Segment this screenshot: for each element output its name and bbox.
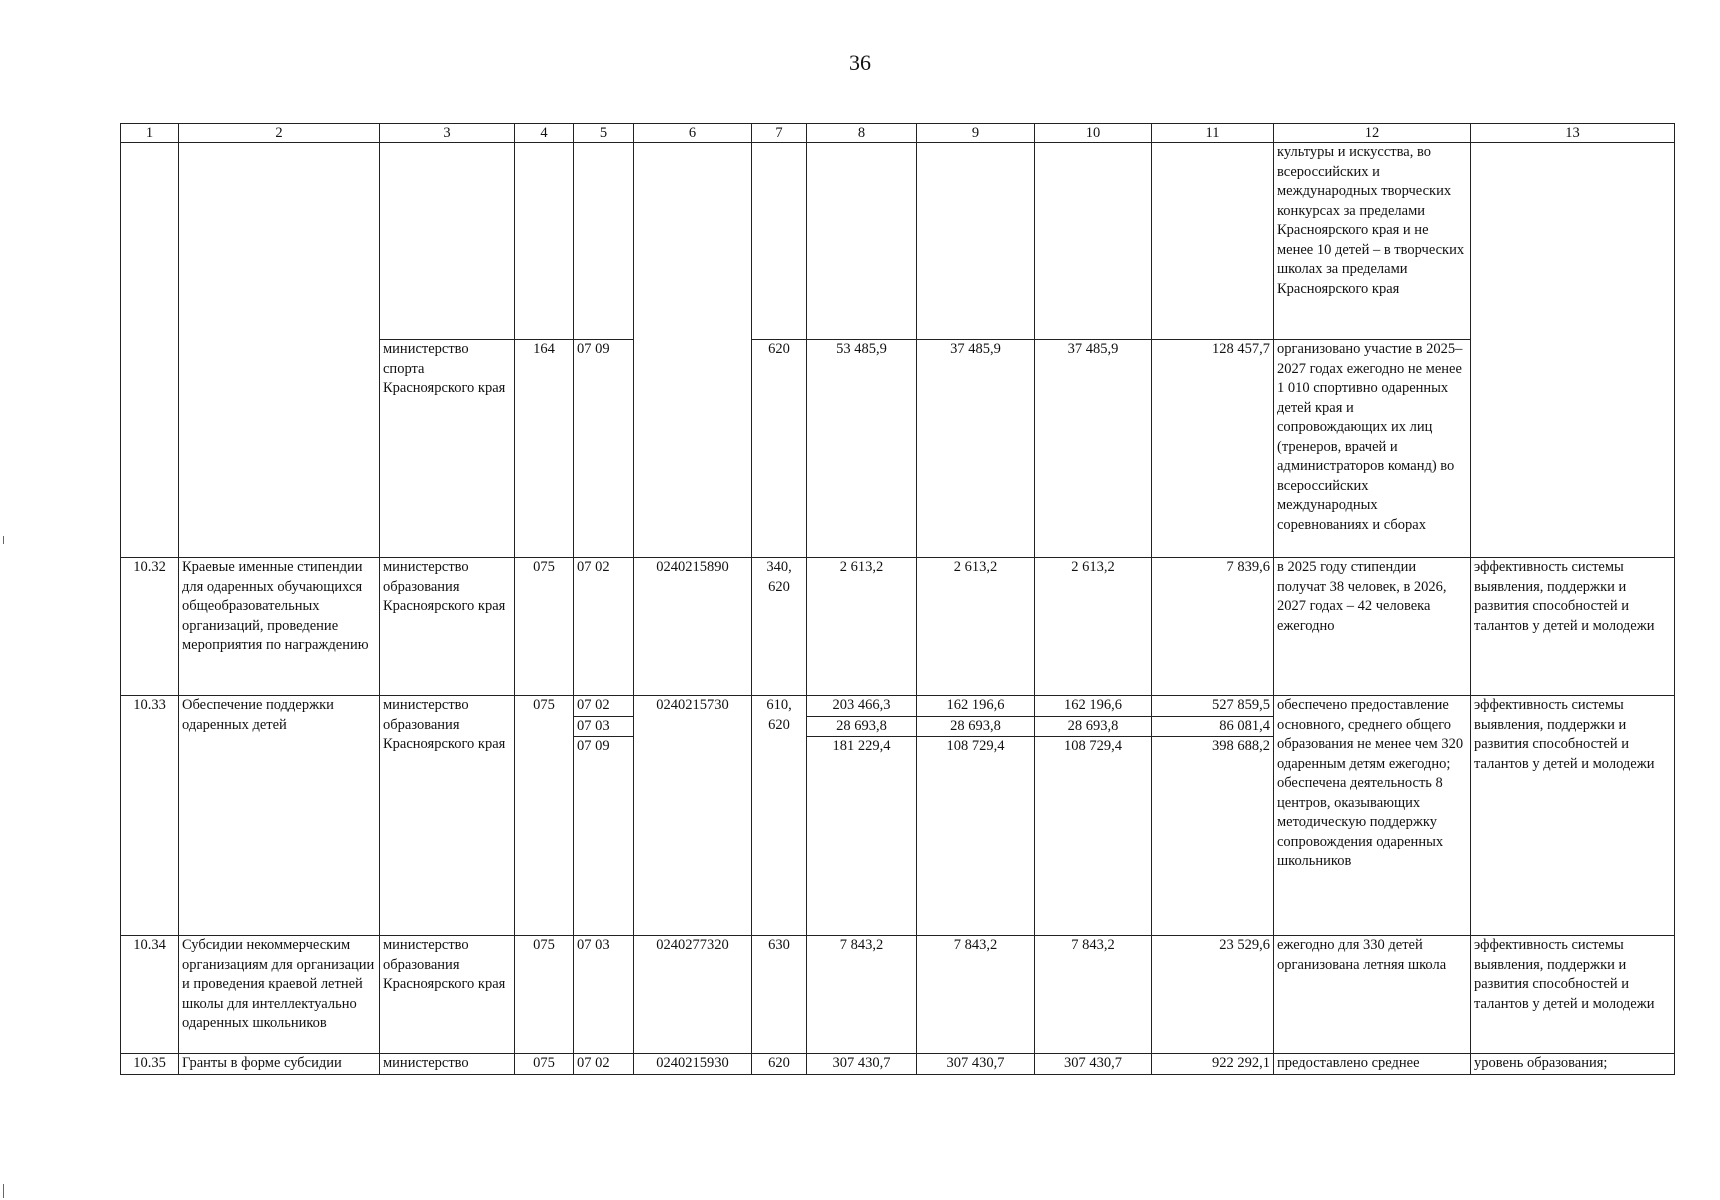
cell-2027: 37 485,9 [1035,340,1152,558]
value-line: 28 693,8 [917,717,1034,738]
value-line: 28 693,8 [1035,717,1151,738]
value-line: 28 693,8 [807,717,916,738]
cell-impact: эффективность системы выявления, поддержки и развития способностей и талантов у детей и молодежи [1471,696,1675,936]
col-header: 4 [515,124,574,143]
value-line: 162 196,6 [1035,696,1151,717]
rzpr-line: 07 09 [577,738,610,754]
value-line: 527 859,5 [1152,696,1273,717]
cell-code: 075 [515,936,574,1054]
cell-code: 075 [515,1054,574,1075]
cell-name: Субсидии некоммерческим организациям для организации и проведения краевой летней школы для интеллектуально одаренных школьников [179,936,380,1054]
cell-2026: 307 430,7 [917,1054,1035,1075]
cell-result: в 2025 году стипендии получат 38 человек, в 2026, 2027 годах – 42 человека ежегодно [1274,558,1471,696]
cell-csr: 0240215730 [634,696,752,936]
col-header: 9 [917,124,1035,143]
value-line: 181 229,4 [832,738,891,754]
cell-code: 164 [515,340,574,558]
cell-2027 [1035,143,1152,340]
rzpr-line: 07 03 [574,717,633,738]
cell-2026 [917,696,1035,936]
col-header: 5 [574,124,634,143]
cell-rzpr: 07 02 [574,558,634,696]
cell-csr: 0240215890 [634,558,752,696]
col-header: 3 [380,124,515,143]
cell-total: 23 529,6 [1152,936,1274,1054]
cell-num [121,143,179,558]
cell-csr: 0240277320 [634,936,752,1054]
table-row [121,558,1675,696]
cell-result: предоставлено среднее [1274,1054,1471,1075]
cell-total [1152,696,1274,936]
cell-grbs: министерство образования Красноярского края [380,696,515,936]
cell-name: Обеспечение поддержки одаренных детей [179,696,380,936]
rzpr-line: 07 02 [574,696,633,717]
cell-rzpr: 07 02 [574,1054,634,1075]
cell-csr [634,143,752,558]
cell-rzpr [574,143,634,340]
cell-2026: 2 613,2 [917,558,1035,696]
cell-2025: 53 485,9 [807,340,917,558]
value-line: 108 729,4 [946,738,1005,754]
cell-code: 075 [515,558,574,696]
cell-impact: уровень образования; [1471,1054,1675,1075]
cell-impact: эффективность системы выявления, поддержки и развития способностей и талантов у детей и молодежи [1471,936,1675,1054]
cell-num: 10.35 [121,1054,179,1075]
cell-vr: 630 [752,936,807,1054]
cell-2027: 2 613,2 [1035,558,1152,696]
cell-result: обеспечено предоставление основного, среднего общего образования не менее чем 320 одаренным детям ежегодно; обеспечена деятельность 8 центров, оказывающих методическую поддержку сопровождения одаренных школьников [1274,696,1471,936]
cell-name: Гранты в форме субсидии [179,1054,380,1075]
left-margin-tick [3,536,4,544]
cell-code [515,143,574,340]
table-row-continuation [121,143,1675,340]
cell-impact [1471,143,1675,558]
cell-rzpr: 07 09 [574,340,634,558]
cell-grbs [380,143,515,340]
cell-name [179,143,380,558]
cell-vr: 620 [752,1054,807,1075]
col-header: 12 [1274,124,1471,143]
cell-result: ежегодно для 330 детей организована летняя школа [1274,936,1471,1054]
cell-grbs: министерство образования Красноярского края [380,558,515,696]
table-row [121,936,1675,1054]
page-number: 36 [849,50,871,75]
col-header: 2 [179,124,380,143]
value-line: 398 688,2 [1212,738,1270,754]
cell-grbs: министерство образования Красноярского края [380,936,515,1054]
col-header: 10 [1035,124,1152,143]
cell-2027 [1035,696,1152,936]
value-line: 108 729,4 [1064,738,1122,754]
value-line: 203 466,3 [807,696,916,717]
value-line: 86 081,4 [1152,717,1273,738]
cell-impact: эффективность системы выявления, поддержки и развития способностей и талантов у детей и молодежи [1471,558,1675,696]
cell-grbs: министерство спорта Красноярского края [380,340,515,558]
cell-result: культуры и искусства, во всероссийских и международных творческих конкурсах за пределами Красноярского края и не менее 10 детей – в творческих школах за пределами Красноярского края [1274,143,1471,340]
cell-2025: 2 613,2 [807,558,917,696]
cell-num: 10.32 [121,558,179,696]
cell-2025: 7 843,2 [807,936,917,1054]
cell-csr: 0240215930 [634,1054,752,1075]
value-line: 162 196,6 [917,696,1034,717]
cell-grbs: министерство [380,1054,515,1075]
cell-code: 075 [515,696,574,936]
table-row [121,696,1675,936]
col-header: 7 [752,124,807,143]
cell-total: 922 292,1 [1152,1054,1274,1075]
cell-num: 10.34 [121,936,179,1054]
left-margin-tick [3,1184,4,1198]
table-row [121,1054,1675,1075]
cell-2026: 7 843,2 [917,936,1035,1054]
cell-name: Краевые именные стипендии для одаренных обучающихся общеобразовательных организаций, проведение мероприятия по награждению [179,558,380,696]
cell-2027: 307 430,7 [1035,1054,1152,1075]
col-header: 11 [1152,124,1274,143]
cell-num: 10.33 [121,696,179,936]
cell-2027: 7 843,2 [1035,936,1152,1054]
program-activities-table [120,123,1675,1075]
cell-2025 [807,696,917,936]
cell-total [1152,143,1274,340]
col-header: 13 [1471,124,1675,143]
cell-2025 [807,143,917,340]
column-number-header-row [121,124,1675,143]
cell-total: 128 457,7 [1152,340,1274,558]
cell-vr: 340, 620 [752,558,807,696]
cell-rzpr: 07 03 [574,936,634,1054]
col-header: 8 [807,124,917,143]
cell-result: организовано участие в 2025–2027 годах ежегодно не менее 1 010 спортивно одаренных детей края и сопровождающих их лиц (тренеров, врачей и администраторов команд) во всероссийских международных соревнованиях и сборах [1274,340,1471,558]
cell-2025: 307 430,7 [807,1054,917,1075]
cell-vr: 610, 620 [752,696,807,936]
cell-vr: 620 [752,340,807,558]
cell-2026 [917,143,1035,340]
cell-rzpr [574,696,634,936]
cell-total: 7 839,6 [1152,558,1274,696]
col-header: 1 [121,124,179,143]
col-header: 6 [634,124,752,143]
cell-2026: 37 485,9 [917,340,1035,558]
cell-vr [752,143,807,340]
